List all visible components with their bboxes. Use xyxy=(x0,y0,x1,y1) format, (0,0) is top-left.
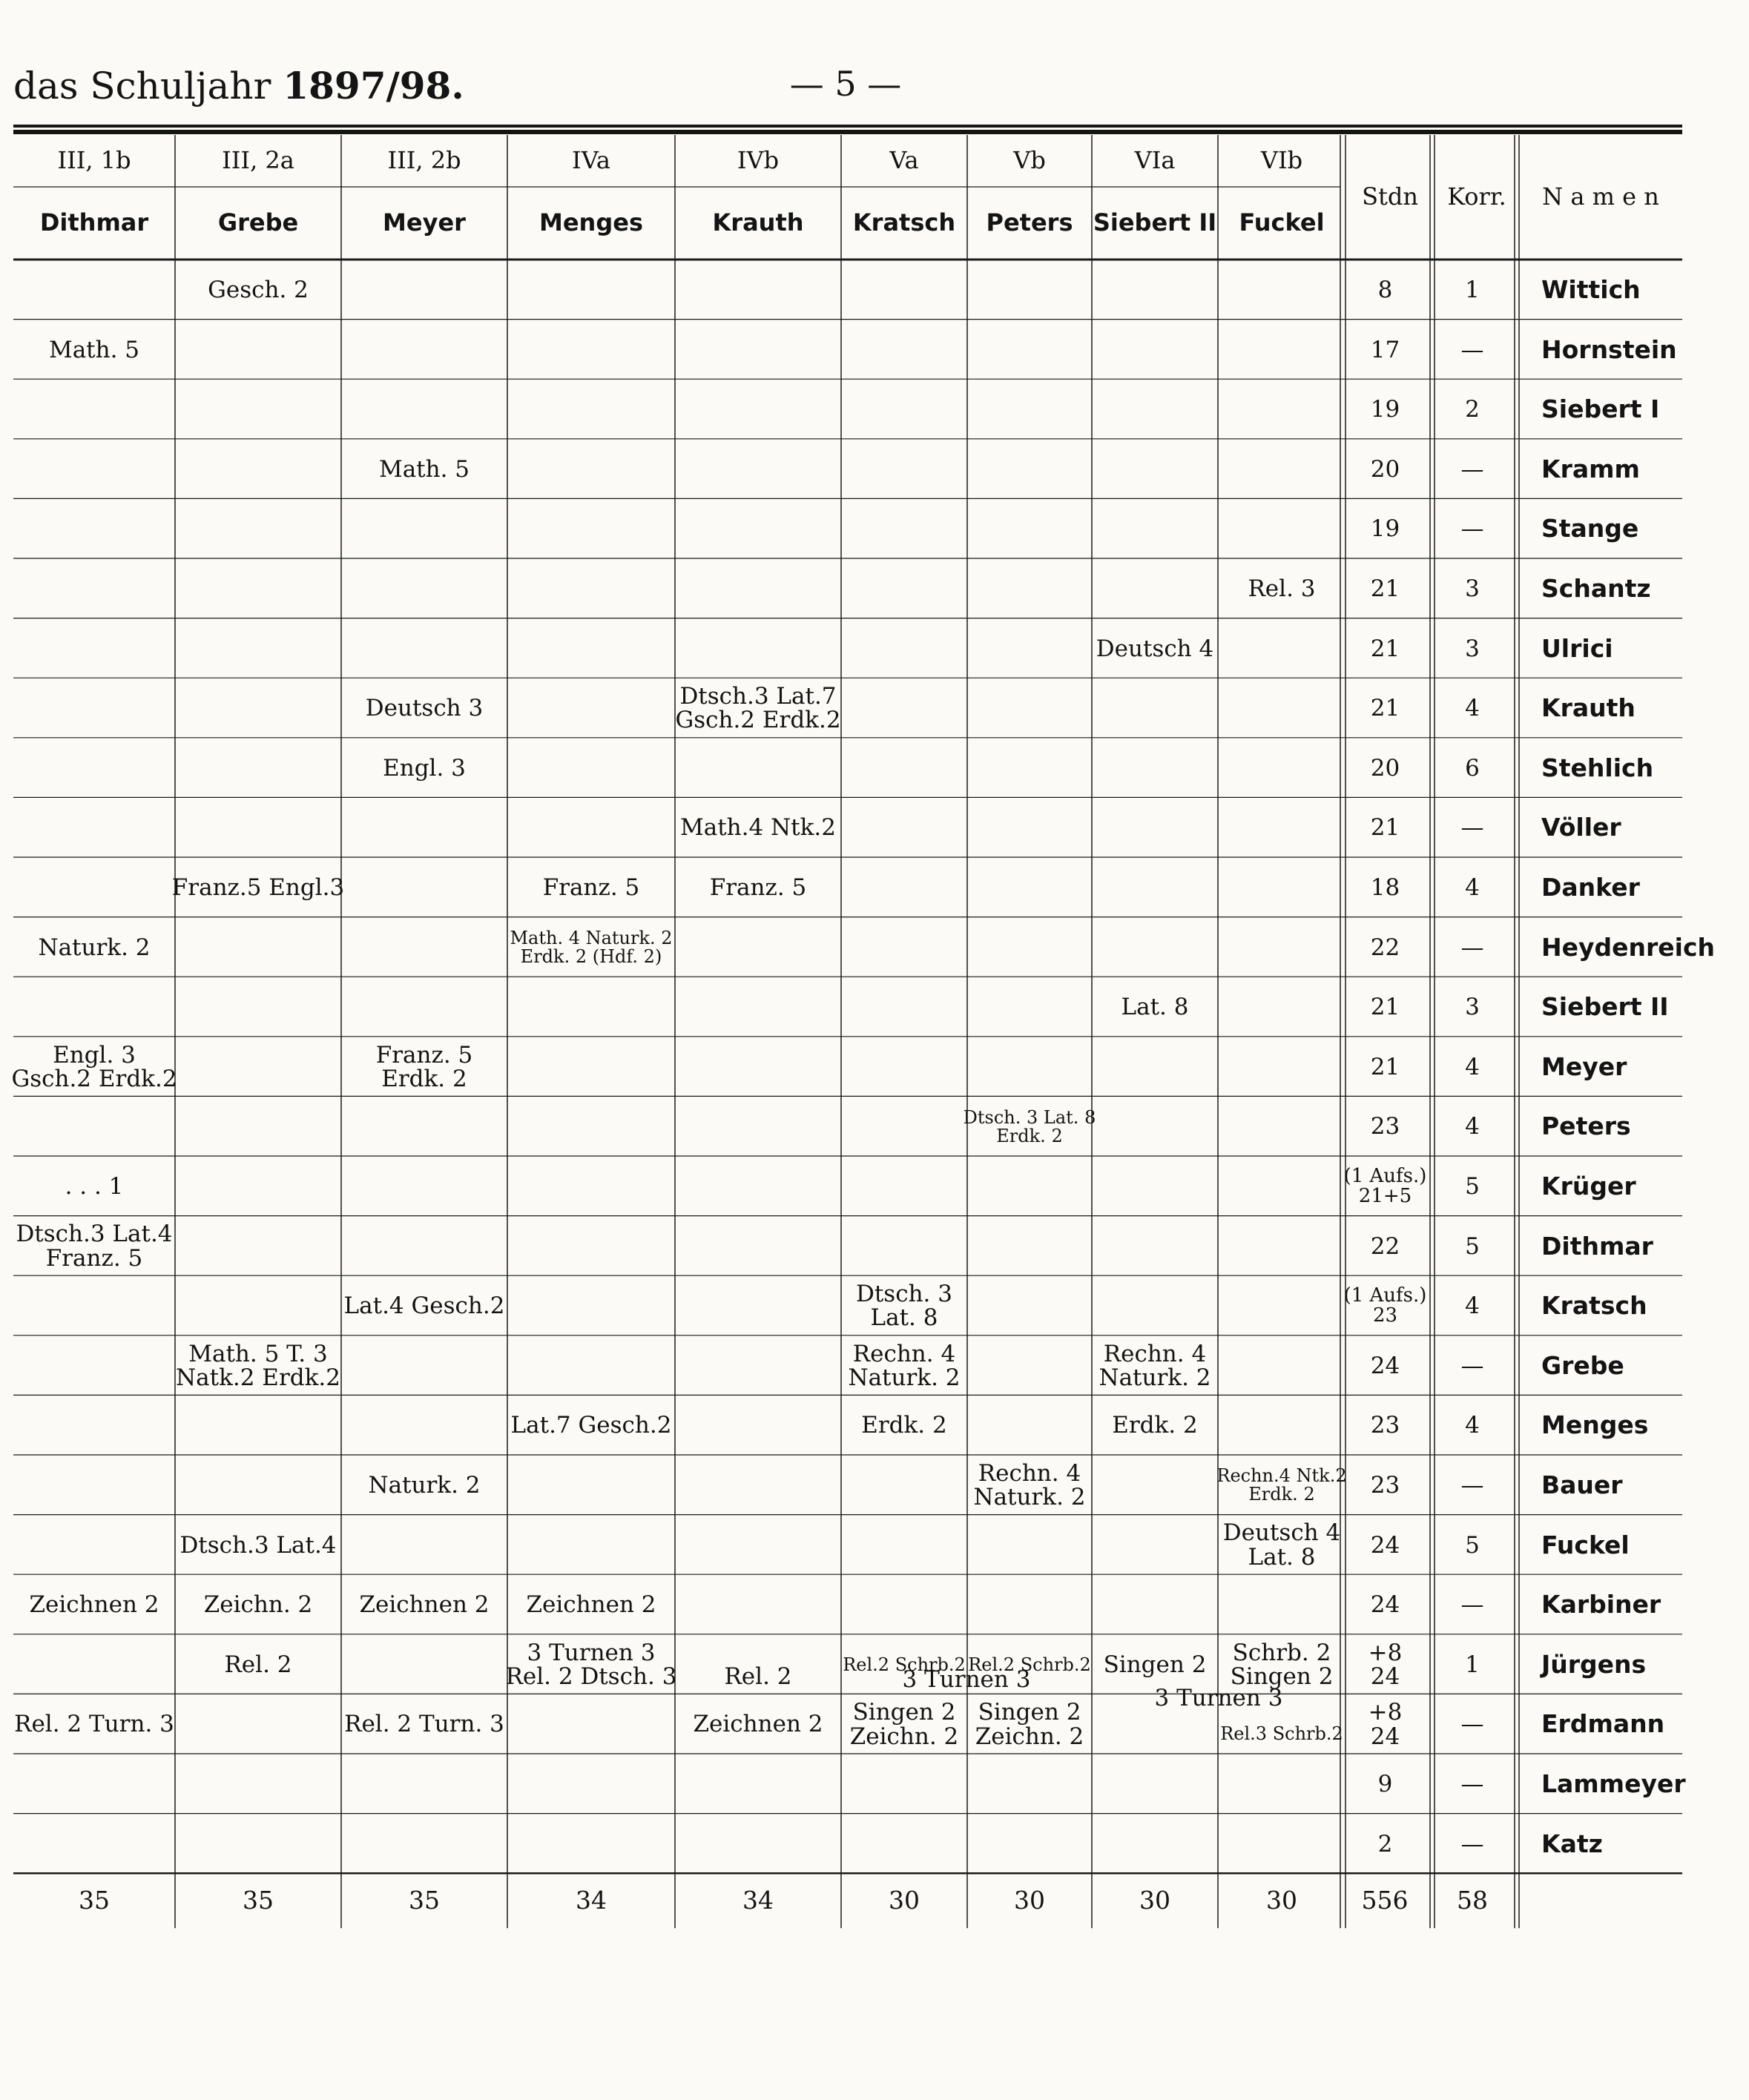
schedule-cell: Franz. 5 Erdk. 2 xyxy=(375,1041,473,1093)
stdn-value: 21 xyxy=(1370,1053,1400,1080)
teacher-name: Heydenreich xyxy=(1541,932,1716,962)
schedule-cell: Lat. 8 xyxy=(1121,994,1189,1021)
schedule-cell: Singen 2 Zeichn. 2 xyxy=(975,1699,1084,1750)
korr-value: 5 xyxy=(1465,1232,1480,1260)
column-total: 35 xyxy=(409,1885,440,1915)
korr-value: 5 xyxy=(1465,1531,1480,1559)
teacher-name: Karbiner xyxy=(1541,1590,1661,1619)
schedule-cell: Deutsch 4 xyxy=(1096,635,1214,662)
column-class-label: III, 1b xyxy=(57,146,131,175)
teacher-name: Ulrici xyxy=(1541,633,1613,663)
korr-value: 1 xyxy=(1465,1651,1480,1678)
teacher-name: Lammeyer xyxy=(1541,1769,1686,1798)
korr-value: — xyxy=(1460,336,1484,363)
column-teacher-label: Siebert II xyxy=(1093,208,1217,237)
schedule-cell: Singen 2 xyxy=(1103,1651,1207,1678)
schedule-cell: Rel. 2 Turn. 3 xyxy=(344,1711,504,1738)
teacher-name: Fuckel xyxy=(1541,1530,1630,1559)
stdn-value: 21 xyxy=(1370,575,1400,603)
top-rule-thick xyxy=(13,130,1682,134)
column-teacher-label: Menges xyxy=(539,208,643,237)
stdn-total: 556 xyxy=(1361,1885,1409,1915)
korr-value: 4 xyxy=(1465,695,1480,722)
korr-value: — xyxy=(1460,934,1484,961)
korr-value: 6 xyxy=(1465,754,1480,782)
stdn-value: +8 24 xyxy=(1368,1699,1403,1750)
schedule-cell: Franz. 5 xyxy=(709,874,807,902)
stdn-value: (1 Aufs.) 21+5 xyxy=(1343,1165,1427,1208)
korr-value: 3 xyxy=(1465,635,1480,662)
schedule-cell: Rel.2 Schrb.2 xyxy=(843,1654,966,1675)
column-teacher-label: Peters xyxy=(986,208,1073,237)
korr-value: 1 xyxy=(1465,277,1480,304)
schedule-cell: Franz. 5 xyxy=(542,874,640,902)
column-class-label: IVa xyxy=(572,146,610,175)
schedule-cell: Lat.7 Gesch.2 xyxy=(510,1412,672,1439)
column-total: 30 xyxy=(1014,1885,1045,1915)
page-number: — 5 — xyxy=(789,64,902,104)
korr-value: — xyxy=(1460,1830,1484,1858)
column-teacher-label: Krauth xyxy=(712,208,804,237)
korr-value: — xyxy=(1460,455,1484,483)
teacher-name: Peters xyxy=(1541,1112,1631,1141)
stdn-value: 23 xyxy=(1370,1412,1400,1439)
korr-value: 4 xyxy=(1465,1412,1480,1439)
stdn-value: +8 24 xyxy=(1368,1639,1403,1691)
teacher-name: Krüger xyxy=(1541,1171,1636,1201)
teacher-name: Bauer xyxy=(1541,1470,1623,1499)
schedule-cell: Dtsch. 3 Lat. 8 Erdk. 2 xyxy=(963,1106,1096,1146)
top-rule xyxy=(13,125,1682,128)
korr-value: — xyxy=(1460,515,1484,543)
column-total: 30 xyxy=(1139,1885,1170,1915)
schedule-cell: Rel. 2 xyxy=(724,1663,792,1691)
column-teacher-label: Grebe xyxy=(217,208,299,237)
stdn-value: 21 xyxy=(1370,635,1400,662)
stdn-value: 24 xyxy=(1370,1352,1400,1379)
schedule-cell: Deutsch 4 Lat. 8 xyxy=(1222,1519,1341,1571)
schedule-cell: Deutsch 3 xyxy=(365,695,484,722)
schedule-cell: Zeichnen 2 xyxy=(29,1591,159,1619)
stdn-value: 20 xyxy=(1370,455,1400,483)
stdn-value: 18 xyxy=(1370,874,1400,902)
korr-value: 2 xyxy=(1465,396,1480,423)
schedule-cell: Schrb. 2 Singen 2 xyxy=(1230,1639,1334,1691)
korr-value: — xyxy=(1460,1771,1484,1798)
korr-value: 3 xyxy=(1465,994,1480,1021)
teacher-name: Grebe xyxy=(1541,1350,1624,1380)
korr-value: — xyxy=(1460,814,1484,842)
stdn-value: 24 xyxy=(1370,1531,1400,1559)
stdn-value: 19 xyxy=(1370,515,1400,543)
teacher-name: Siebert II xyxy=(1541,992,1669,1022)
korr-value: — xyxy=(1460,1711,1484,1738)
schedule-cell: Naturk. 2 xyxy=(368,1472,481,1499)
schedule-cell: Erdk. 2 xyxy=(861,1412,947,1439)
column-class-label: Vb xyxy=(1013,146,1046,175)
stdn-value: 24 xyxy=(1370,1591,1400,1619)
column-total: 30 xyxy=(889,1885,920,1915)
column-class-label: III, 2b xyxy=(387,146,461,175)
schedule-cell: Dtsch.3 Lat.4 Franz. 5 xyxy=(16,1221,173,1272)
stdn-value: 8 xyxy=(1377,277,1393,304)
stdn-value: (1 Aufs.) 23 xyxy=(1343,1284,1427,1327)
teacher-name: Stange xyxy=(1541,514,1639,544)
teacher-name: Kramm xyxy=(1541,454,1640,483)
schedule-cell: . . . 1 xyxy=(65,1173,124,1201)
korr-value: 3 xyxy=(1465,575,1480,603)
schedule-cell: Lat.4 Gesch.2 xyxy=(343,1292,505,1320)
korr-value: 4 xyxy=(1465,1292,1480,1320)
schedule-cell: Naturk. 2 xyxy=(38,934,151,961)
stdn-value: 23 xyxy=(1370,1472,1400,1499)
teacher-name: Jürgens xyxy=(1541,1649,1647,1679)
stdn-value: 2 xyxy=(1377,1830,1393,1858)
teacher-name: Völler xyxy=(1541,813,1621,842)
schedule-cell: Dtsch.3 Lat.4 xyxy=(179,1531,337,1559)
teacher-name: Danker xyxy=(1541,872,1640,902)
page-title: das Schuljahr 1897/98. xyxy=(13,64,464,108)
schedule-span-cell: 3 Turnen 3 xyxy=(902,1665,1031,1693)
schedule-cell: Rechn. 4 Naturk. 2 xyxy=(973,1459,1086,1511)
column-teacher-label: Dithmar xyxy=(39,208,149,237)
schedule-cell: Engl. 3 xyxy=(383,754,466,782)
stdn-value: 21 xyxy=(1370,695,1400,722)
teacher-name: Meyer xyxy=(1541,1051,1627,1081)
teacher-name: Stehlich xyxy=(1541,753,1654,782)
schedule-cell: Zeichnen 2 xyxy=(526,1591,656,1619)
stdn-value: 21 xyxy=(1370,814,1400,842)
korr-value: 5 xyxy=(1465,1173,1480,1201)
schedule-cell: Rechn. 4 Naturk. 2 xyxy=(1099,1340,1211,1392)
schedule-cell: 3 Turnen 3 Rel. 2 Dtsch. 3 xyxy=(505,1639,677,1691)
column-class-label: Va xyxy=(889,146,919,175)
korr-value: 4 xyxy=(1465,1113,1480,1140)
column-teacher-label: Kratsch xyxy=(852,208,956,237)
schedule-cell: Math. 5 T. 3 Natk.2 Erdk.2 xyxy=(176,1340,340,1392)
schedule-cell: Rel. 3 xyxy=(1248,575,1316,603)
korr-total: 58 xyxy=(1457,1885,1488,1915)
stdn-value: 19 xyxy=(1370,396,1400,423)
schedule-cell: Dtsch. 3 Lat. 8 xyxy=(856,1280,952,1332)
teacher-name: Hornstein xyxy=(1541,334,1677,364)
korr-value: — xyxy=(1460,1472,1484,1499)
teacher-name: Krauth xyxy=(1541,693,1636,723)
teacher-name: Dithmar xyxy=(1541,1231,1653,1261)
stdn-value: 9 xyxy=(1377,1771,1393,1798)
schedule-cell: Erdk. 2 xyxy=(1112,1412,1198,1439)
schedule-cell: Math. 5 xyxy=(48,336,140,363)
schedule-cell: Math.4 Ntk.2 xyxy=(679,814,837,842)
schedule-cell: Rechn.4 Ntk.2 Erdk. 2 xyxy=(1216,1465,1347,1505)
column-class-label: IVb xyxy=(737,146,780,175)
column-total: 34 xyxy=(742,1885,774,1915)
schedule-cell: Rel. 2 Turn. 3 xyxy=(14,1711,174,1738)
stdn-value: 23 xyxy=(1370,1113,1400,1140)
schedule-cell: Gesch. 2 xyxy=(208,277,309,304)
schedule-span-cell: 3 Turnen 3 xyxy=(1154,1685,1283,1712)
stdn-value: 17 xyxy=(1370,336,1400,363)
teacher-name: Schantz xyxy=(1541,573,1651,603)
schedule-cell: Math. 5 xyxy=(378,455,470,483)
teacher-name: Kratsch xyxy=(1541,1291,1647,1321)
schedule-cell: Singen 2 Zeichn. 2 xyxy=(849,1699,959,1750)
schedule-cell: Franz.5 Engl.3 xyxy=(171,874,345,902)
stdn-header: Stdn xyxy=(1362,182,1418,211)
schedule-cell: Math. 4 Naturk. 2 Erdk. 2 (Hdf. 2) xyxy=(510,927,673,967)
schedule-cell: Zeichnen 2 xyxy=(359,1591,490,1619)
teacher-name: Katz xyxy=(1541,1829,1603,1858)
teacher-name: Wittich xyxy=(1541,274,1641,304)
korr-value: 4 xyxy=(1465,874,1480,902)
column-teacher-label: Fuckel xyxy=(1239,208,1325,237)
teacher-name: Erdmann xyxy=(1541,1709,1665,1739)
korr-header: Korr. xyxy=(1447,182,1506,211)
stdn-value: 22 xyxy=(1370,1232,1400,1260)
teacher-name: Siebert I xyxy=(1541,394,1660,424)
korr-value: — xyxy=(1460,1591,1484,1619)
korr-value: — xyxy=(1460,1352,1484,1379)
teacher-name: Menges xyxy=(1541,1410,1649,1440)
column-total: 35 xyxy=(79,1885,110,1915)
column-class-label: VIa xyxy=(1134,146,1176,175)
schedule-cell: Zeichn. 2 xyxy=(203,1591,313,1619)
stdn-value: 20 xyxy=(1370,754,1400,782)
korr-value: 4 xyxy=(1465,1053,1480,1080)
schedule-cell: Zeichnen 2 xyxy=(693,1711,823,1738)
schedule-cell: Rechn. 4 Naturk. 2 xyxy=(848,1340,961,1392)
column-total: 34 xyxy=(576,1885,607,1915)
schedule-cell: Rel.2 Schrb.2 xyxy=(968,1654,1091,1675)
schedule-cell: Engl. 3 Gsch.2 Erdk.2 xyxy=(11,1041,177,1093)
column-teacher-label: Meyer xyxy=(383,208,466,237)
schedule-cell: Rel. 2 xyxy=(224,1651,292,1678)
stdn-value: 22 xyxy=(1370,934,1400,961)
column-total: 30 xyxy=(1266,1885,1297,1915)
schedule-cell: Dtsch.3 Lat.7 Gsch.2 Erdk.2 xyxy=(675,682,841,734)
column-total: 35 xyxy=(243,1885,274,1915)
stdn-value: 21 xyxy=(1370,994,1400,1021)
namen-header: N a m e n xyxy=(1542,182,1659,211)
column-class-label: III, 2a xyxy=(222,146,294,175)
column-class-label: VIb xyxy=(1260,146,1303,175)
schedule-cell: Rel.3 Schrb.2 xyxy=(1220,1723,1343,1744)
